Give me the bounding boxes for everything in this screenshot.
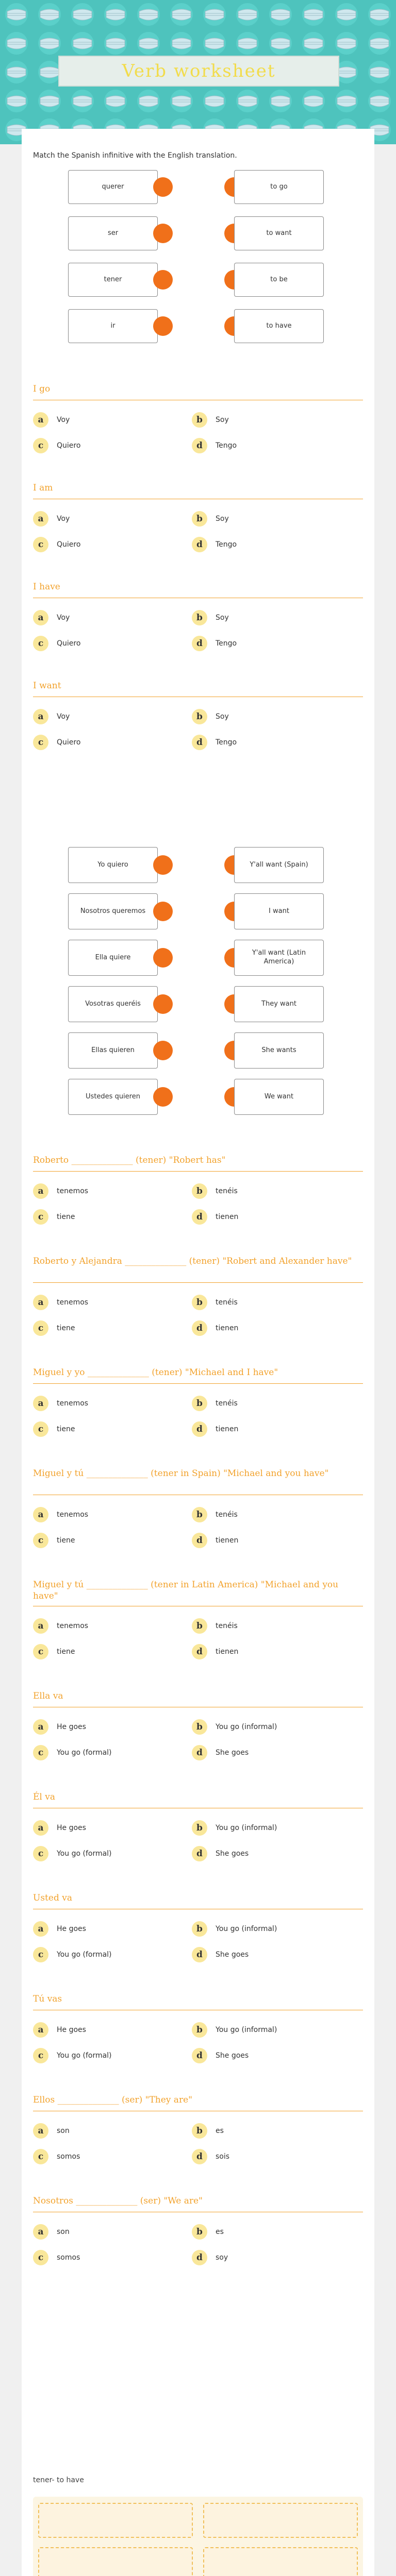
match-left-connector[interactable] bbox=[153, 902, 173, 921]
option-letter-badge: a bbox=[33, 412, 48, 428]
answer-option[interactable] bbox=[192, 1209, 238, 1225]
option-text: He goes bbox=[57, 1824, 86, 1832]
answer-option[interactable] bbox=[33, 1320, 75, 1336]
option-letter-badge: c bbox=[33, 1947, 48, 1962]
answer-option[interactable] bbox=[33, 1396, 88, 1411]
option-letter-badge: d bbox=[192, 1745, 207, 1760]
match-right-item[interactable]: She wants bbox=[234, 1032, 324, 1069]
answer-option[interactable] bbox=[192, 2048, 249, 2063]
option-letter-badge: a bbox=[33, 610, 48, 625]
option-text: tiene bbox=[57, 1648, 75, 1656]
answer-option[interactable] bbox=[192, 1921, 277, 1937]
match-left-item[interactable]: Nosotros queremos bbox=[68, 893, 158, 929]
option-letter-badge: c bbox=[33, 2149, 48, 2164]
answer-option[interactable] bbox=[33, 412, 70, 428]
option-letter-badge: b bbox=[192, 1507, 207, 1522]
answer-option[interactable] bbox=[33, 1719, 86, 1735]
option-letter-badge: a bbox=[33, 1396, 48, 1411]
grid-cell[interactable] bbox=[38, 2547, 193, 2576]
option-letter-badge: d bbox=[192, 636, 207, 651]
option-text: son bbox=[57, 2228, 70, 2236]
option-text: She goes bbox=[216, 1850, 249, 1858]
answer-option[interactable] bbox=[192, 2123, 224, 2139]
answer-option[interactable] bbox=[33, 2149, 80, 2164]
option-letter-badge: d bbox=[192, 1209, 207, 1225]
option-letter-badge: a bbox=[33, 511, 48, 527]
option-text: tienen bbox=[216, 1425, 239, 1433]
answer-option[interactable] bbox=[33, 2224, 70, 2240]
question-title: I go bbox=[33, 384, 51, 394]
option-text: tienen bbox=[216, 1324, 239, 1332]
match-left-item[interactable]: Yo quiero bbox=[68, 847, 158, 883]
option-letter-badge: d bbox=[192, 2149, 207, 2164]
grid-label: tener- to have bbox=[33, 2476, 84, 2484]
question-title: Ella va bbox=[33, 1691, 63, 1701]
match-right-item[interactable]: I want bbox=[234, 893, 324, 929]
question-title: Tú vas bbox=[33, 1994, 62, 2004]
answer-option[interactable] bbox=[192, 511, 229, 527]
question-title: Nosotros ______________ (ser) "We are" bbox=[33, 2196, 203, 2206]
option-letter-badge: c bbox=[33, 1209, 48, 1225]
option-text: Voy bbox=[57, 515, 70, 523]
option-text: He goes bbox=[57, 2026, 86, 2034]
grid-cell[interactable] bbox=[38, 2503, 193, 2538]
question-divider bbox=[33, 1171, 363, 1172]
match-left-item[interactable]: ser bbox=[68, 216, 158, 250]
option-letter-badge: a bbox=[33, 1295, 48, 1310]
match-right-item[interactable]: They want bbox=[234, 986, 324, 1022]
answer-option[interactable] bbox=[33, 1295, 88, 1310]
option-letter-badge: d bbox=[192, 2250, 207, 2265]
option-letter-badge: d bbox=[192, 1421, 207, 1437]
option-letter-badge: a bbox=[33, 1820, 48, 1836]
option-text: Quiero bbox=[57, 639, 81, 648]
option-letter-badge: c bbox=[33, 1846, 48, 1861]
answer-option[interactable] bbox=[33, 1846, 112, 1861]
option-text: You go (formal) bbox=[57, 1749, 112, 1757]
answer-option[interactable] bbox=[33, 735, 80, 750]
match-left-item[interactable]: querer bbox=[68, 170, 158, 204]
option-letter-badge: c bbox=[33, 1421, 48, 1437]
option-letter-badge: b bbox=[192, 1820, 207, 1836]
match-left-connector[interactable] bbox=[153, 224, 173, 243]
option-letter-badge: c bbox=[33, 1320, 48, 1336]
answer-option[interactable] bbox=[33, 1421, 75, 1437]
question-title: Miguel y tú ______________ (tener in Spain) "Michael and you have" bbox=[33, 1468, 329, 1479]
match-left-connector[interactable] bbox=[153, 948, 173, 968]
option-letter-badge: d bbox=[192, 1846, 207, 1861]
answer-option[interactable] bbox=[33, 1644, 75, 1659]
option-letter-badge: d bbox=[192, 1947, 207, 1962]
option-text: Tengo bbox=[216, 540, 237, 549]
option-text: Soy bbox=[216, 614, 229, 622]
option-text: You go (informal) bbox=[216, 1925, 277, 1933]
option-letter-badge: c bbox=[33, 537, 48, 552]
option-text: tenemos bbox=[57, 1399, 89, 1408]
header-banner bbox=[0, 0, 396, 144]
answer-option[interactable] bbox=[33, 1507, 88, 1522]
option-letter-badge: d bbox=[192, 735, 207, 750]
option-letter-badge: c bbox=[33, 1644, 48, 1659]
option-text: tienen bbox=[216, 1213, 239, 1221]
match-right-item[interactable]: Y'all want (Latin America) bbox=[234, 940, 324, 976]
question-divider bbox=[33, 1383, 363, 1384]
answer-option[interactable] bbox=[33, 537, 80, 552]
answer-option[interactable] bbox=[33, 2022, 86, 2038]
option-letter-badge: b bbox=[192, 1921, 207, 1937]
option-letter-badge: b bbox=[192, 1618, 207, 1634]
answer-option[interactable] bbox=[192, 2149, 229, 2164]
option-text: You go (informal) bbox=[216, 2026, 277, 2034]
answer-option[interactable] bbox=[192, 1396, 238, 1411]
answer-option[interactable] bbox=[192, 412, 229, 428]
question-title: Roberto y Alejandra ______________ (tener) "Robert and Alexander have" bbox=[33, 1256, 352, 1266]
grid-cell[interactable] bbox=[203, 2547, 358, 2576]
option-letter-badge: d bbox=[192, 1533, 207, 1548]
match-right-item[interactable]: We want bbox=[234, 1079, 324, 1115]
option-text: Tengo bbox=[216, 738, 237, 747]
question-title: Ellos ______________ (ser) "They are" bbox=[33, 2095, 192, 2105]
option-letter-badge: b bbox=[192, 1183, 207, 1199]
option-letter-badge: b bbox=[192, 709, 207, 724]
option-letter-badge: c bbox=[33, 735, 48, 750]
worksheet-title: Verb worksheet bbox=[122, 61, 276, 81]
option-letter-badge: a bbox=[33, 1618, 48, 1634]
question-title: Miguel y yo ______________ (tener) "Michael and I have" bbox=[33, 1367, 278, 1378]
option-letter-badge: d bbox=[192, 537, 207, 552]
answer-option[interactable] bbox=[192, 709, 229, 724]
option-letter-badge: d bbox=[192, 438, 207, 453]
option-letter-badge: b bbox=[192, 1719, 207, 1735]
match-left-item[interactable]: tener bbox=[68, 263, 158, 297]
question-divider bbox=[33, 1282, 363, 1283]
option-letter-badge: a bbox=[33, 2022, 48, 2038]
answer-option[interactable] bbox=[33, 2123, 70, 2139]
match-left-item[interactable]: Ustedes quieren bbox=[68, 1079, 158, 1115]
answer-option[interactable] bbox=[192, 1947, 249, 1962]
option-text: sois bbox=[216, 2153, 230, 2161]
option-text: You go (formal) bbox=[57, 1951, 112, 1959]
option-letter-badge: a bbox=[33, 709, 48, 724]
option-text: She goes bbox=[216, 1749, 249, 1757]
option-letter-badge: c bbox=[33, 1533, 48, 1548]
option-letter-badge: a bbox=[33, 2224, 48, 2240]
option-text: tenéis bbox=[216, 1622, 238, 1630]
match-right-item[interactable]: to be bbox=[234, 263, 324, 297]
answer-option[interactable] bbox=[192, 1295, 238, 1310]
question-title: Usted va bbox=[33, 1893, 72, 1903]
option-text: tienen bbox=[216, 1648, 239, 1656]
answer-option[interactable] bbox=[33, 2250, 80, 2265]
option-text: tiene bbox=[57, 1324, 75, 1332]
option-text: Voy bbox=[57, 614, 70, 622]
answer-option[interactable] bbox=[192, 1183, 238, 1199]
option-text: Tengo bbox=[216, 639, 237, 648]
answer-option[interactable] bbox=[192, 438, 237, 453]
match-left-item[interactable]: Ellas quieren bbox=[68, 1032, 158, 1069]
match-right-item[interactable]: Y'all want (Spain) bbox=[234, 847, 324, 883]
option-letter-badge: c bbox=[33, 1745, 48, 1760]
option-letter-badge: b bbox=[192, 511, 207, 527]
question-title: Él va bbox=[33, 1792, 55, 1802]
option-text: She goes bbox=[216, 2052, 249, 2060]
instructions: Match the Spanish infinitive with the English translation. bbox=[33, 151, 237, 160]
answer-option[interactable] bbox=[192, 1719, 277, 1735]
worksheet-title-box bbox=[58, 56, 339, 87]
answer-option[interactable] bbox=[192, 1533, 238, 1548]
answer-option[interactable] bbox=[192, 1820, 277, 1836]
answer-option[interactable] bbox=[33, 1183, 88, 1199]
grid-cell[interactable] bbox=[203, 2503, 358, 2538]
option-text: es bbox=[216, 2228, 224, 2236]
answer-option[interactable] bbox=[192, 1320, 238, 1336]
option-text: Quiero bbox=[57, 442, 81, 450]
option-letter-badge: b bbox=[192, 2123, 207, 2139]
option-text: Voy bbox=[57, 713, 70, 721]
answer-option[interactable] bbox=[192, 2250, 228, 2265]
option-text: She goes bbox=[216, 1951, 249, 1959]
match-left-connector[interactable] bbox=[153, 1087, 173, 1107]
answer-option[interactable] bbox=[33, 1533, 75, 1548]
option-letter-badge: d bbox=[192, 1644, 207, 1659]
question-title: I am bbox=[33, 483, 53, 493]
option-letter-badge: b bbox=[192, 2224, 207, 2240]
answer-option[interactable] bbox=[192, 610, 229, 625]
option-letter-badge: a bbox=[33, 1507, 48, 1522]
answer-option[interactable] bbox=[33, 1947, 112, 1962]
answer-option[interactable] bbox=[192, 735, 237, 750]
match-left-item[interactable]: Vosotras queréis bbox=[68, 986, 158, 1022]
option-text: Soy bbox=[216, 713, 229, 721]
answer-option[interactable] bbox=[192, 1644, 238, 1659]
question-title: Roberto ______________ (tener) "Robert has" bbox=[33, 1155, 226, 1165]
option-text: tenemos bbox=[57, 1622, 89, 1630]
answer-option[interactable] bbox=[192, 1745, 249, 1760]
option-text: tenemos bbox=[57, 1298, 89, 1307]
option-text: tenéis bbox=[216, 1399, 238, 1408]
answer-option[interactable] bbox=[33, 438, 80, 453]
match-right-item[interactable]: to have bbox=[234, 309, 324, 343]
option-text: You go (formal) bbox=[57, 1850, 112, 1858]
match-left-item[interactable]: ir bbox=[68, 309, 158, 343]
answer-grid bbox=[33, 2497, 363, 2576]
option-text: tenéis bbox=[216, 1187, 238, 1195]
option-letter-badge: c bbox=[33, 2048, 48, 2063]
match-left-connector[interactable] bbox=[153, 994, 173, 1014]
option-text: tiene bbox=[57, 1536, 75, 1545]
option-text: tiene bbox=[57, 1425, 75, 1433]
match-left-connector[interactable] bbox=[153, 855, 173, 875]
option-letter-badge: b bbox=[192, 412, 207, 428]
question-title: I have bbox=[33, 582, 60, 592]
option-text: tenéis bbox=[216, 1298, 238, 1307]
answer-option[interactable] bbox=[33, 709, 70, 724]
option-text: He goes bbox=[57, 1723, 86, 1731]
match-left-connector[interactable] bbox=[153, 316, 173, 336]
option-text: Soy bbox=[216, 416, 229, 424]
option-letter-badge: c bbox=[33, 636, 48, 651]
option-letter-badge: d bbox=[192, 1320, 207, 1336]
option-text: He goes bbox=[57, 1925, 86, 1933]
option-text: tenéis bbox=[216, 1511, 238, 1519]
option-text: Soy bbox=[216, 515, 229, 523]
answer-option[interactable] bbox=[33, 636, 80, 651]
option-text: You go (informal) bbox=[216, 1723, 277, 1731]
option-letter-badge: a bbox=[33, 1183, 48, 1199]
option-letter-badge: b bbox=[192, 1396, 207, 1411]
option-text: Quiero bbox=[57, 540, 81, 549]
option-text: somos bbox=[57, 2253, 80, 2262]
option-text: soy bbox=[216, 2253, 228, 2262]
option-letter-badge: a bbox=[33, 1719, 48, 1735]
match-left-connector[interactable] bbox=[153, 1041, 173, 1060]
question-title: Miguel y tú ______________ (tener in Latin America) "Michael and you have" bbox=[33, 1580, 339, 1602]
answer-option[interactable] bbox=[33, 610, 70, 625]
option-text: tenemos bbox=[57, 1511, 89, 1519]
answer-option[interactable] bbox=[33, 2048, 112, 2063]
option-letter-badge: c bbox=[33, 2250, 48, 2265]
answer-option[interactable] bbox=[33, 1618, 88, 1634]
option-text: Quiero bbox=[57, 738, 81, 747]
option-letter-badge: d bbox=[192, 2048, 207, 2063]
option-letter-badge: b bbox=[192, 1295, 207, 1310]
option-text: You go (informal) bbox=[216, 1824, 277, 1832]
answer-option[interactable] bbox=[33, 1820, 86, 1836]
option-text: Tengo bbox=[216, 442, 237, 450]
option-text: You go (formal) bbox=[57, 2052, 112, 2060]
match-left-item[interactable]: Ella quiere bbox=[68, 940, 158, 976]
worksheet-body bbox=[22, 129, 374, 2576]
answer-option[interactable] bbox=[33, 511, 70, 527]
answer-option[interactable] bbox=[33, 1209, 75, 1225]
option-text: tenemos bbox=[57, 1187, 89, 1195]
option-letter-badge: b bbox=[192, 610, 207, 625]
answer-option[interactable] bbox=[192, 1507, 238, 1522]
option-letter-badge: a bbox=[33, 1921, 48, 1937]
match-left-connector[interactable] bbox=[153, 177, 173, 197]
option-text: somos bbox=[57, 2153, 80, 2161]
match-right-item[interactable]: to want bbox=[234, 216, 324, 250]
option-letter-badge: b bbox=[192, 2022, 207, 2038]
answer-option[interactable] bbox=[33, 1745, 112, 1760]
answer-option[interactable] bbox=[192, 2224, 224, 2240]
option-text: son bbox=[57, 2127, 70, 2135]
option-text: tienen bbox=[216, 1536, 239, 1545]
answer-option[interactable] bbox=[192, 2022, 277, 2038]
answer-option[interactable] bbox=[33, 1921, 86, 1937]
match-right-item[interactable]: to go bbox=[234, 170, 324, 204]
answer-option[interactable] bbox=[192, 1618, 238, 1634]
option-text: Voy bbox=[57, 416, 70, 424]
option-letter-badge: a bbox=[33, 2123, 48, 2139]
answer-option[interactable] bbox=[192, 537, 237, 552]
option-text: tiene bbox=[57, 1213, 75, 1221]
answer-option[interactable] bbox=[192, 1846, 249, 1861]
option-text: es bbox=[216, 2127, 224, 2135]
answer-option[interactable] bbox=[192, 1421, 238, 1437]
option-letter-badge: c bbox=[33, 438, 48, 453]
match-left-connector[interactable] bbox=[153, 270, 173, 290]
answer-option[interactable] bbox=[192, 636, 237, 651]
question-title: I want bbox=[33, 681, 61, 691]
